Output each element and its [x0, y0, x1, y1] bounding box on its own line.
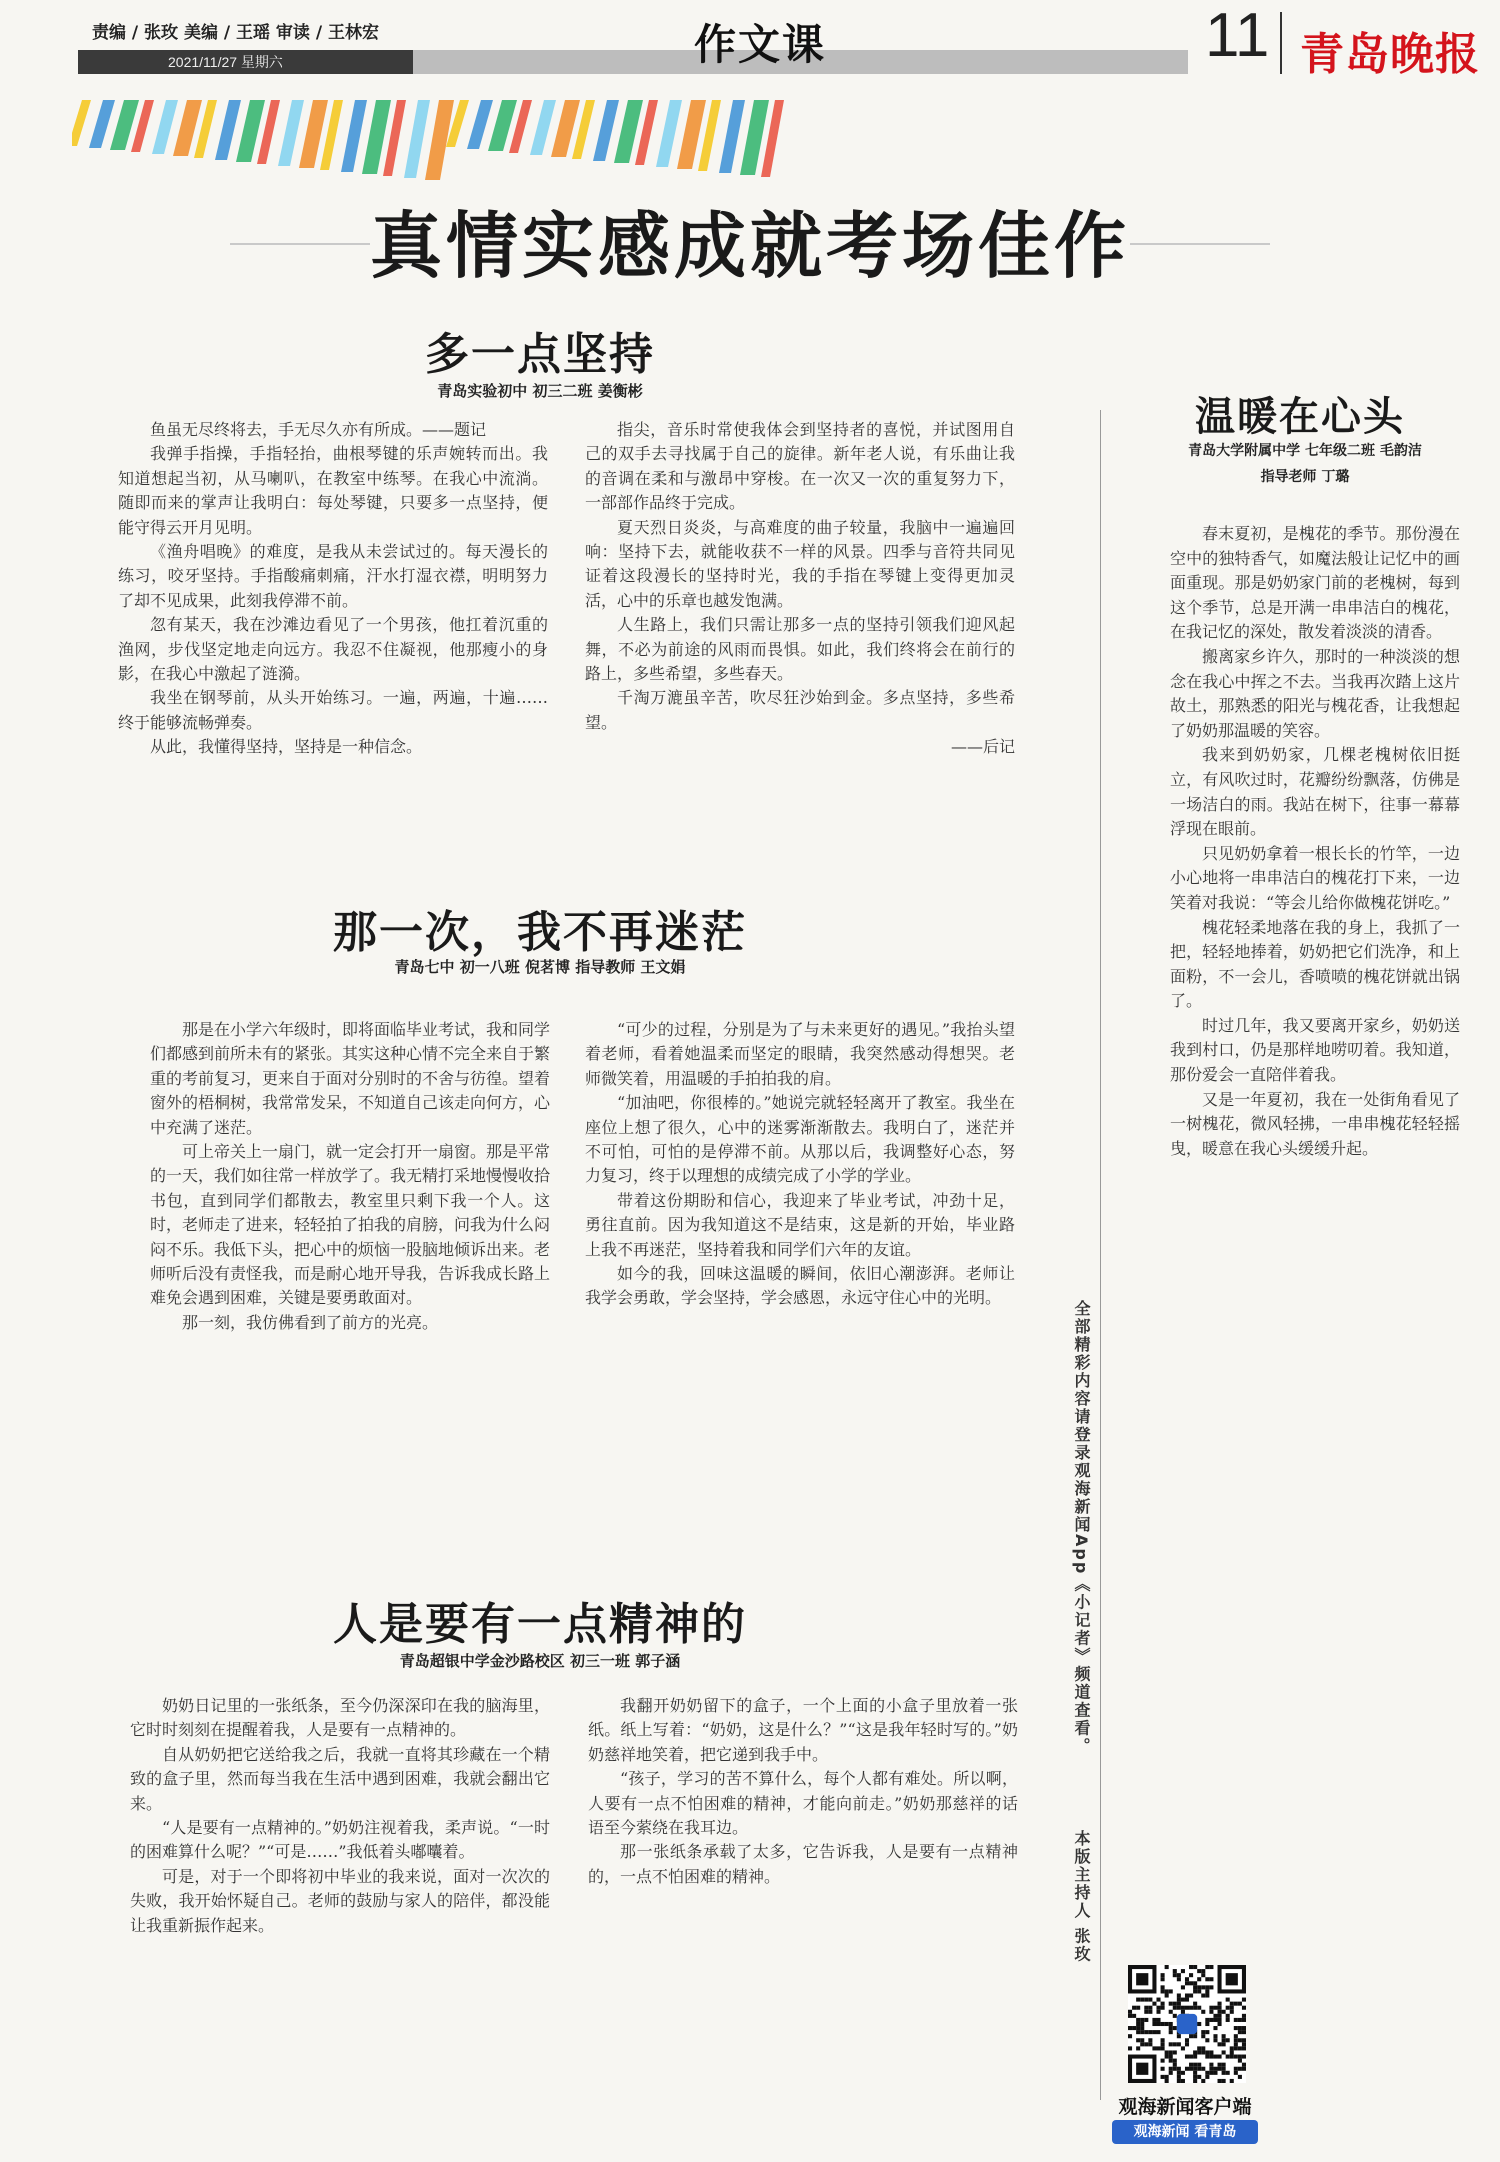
stripe — [656, 100, 682, 167]
stripe — [278, 100, 304, 166]
side-article-title: 温暖在心头 — [1195, 394, 1405, 440]
stripe — [719, 100, 745, 173]
decorative-stripes — [72, 96, 792, 186]
article-byline: 青岛七中 初一八班 倪茗博 指导教师 王文娟 — [394, 958, 686, 976]
article-title: 那一次，我不再迷茫 — [333, 907, 747, 958]
paragraph: “人是要有一点精神的。”奶奶注视着我，柔声说。“一时的困难算什么呢？”“可是……”我低着头嘟囔着。 — [130, 1818, 550, 1862]
paragraph: ——后记 — [950, 737, 1015, 757]
paragraph: “加油吧，你很棒的。”她说完就轻轻离开了教室。我坐在座位上想了很久，心中的迷雾渐渐散去。我明白了，迷茫并不可怕，可怕的是停滞不前。从那以后，我调整好心态，努力复习，终于以理想的成绩完成了小学的学业。 — [585, 1093, 1015, 1186]
stripe — [593, 100, 619, 161]
main-headline: 真情实感成就考场佳作 — [369, 204, 1130, 288]
masthead-divider — [1280, 12, 1282, 74]
article-title: 人是要有一点精神的 — [333, 1599, 747, 1650]
date-bar: 2021/11/27 星期六 — [78, 50, 413, 74]
paragraph: 可上帝关上一扇门，就一定会打开一扇窗。那是平常的一天，我们如往常一样放学了。我无精打采地慢慢收拾书包，直到同学们都散去，教室里只剩下我一个人。这时，老师走了进来，轻轻拍了拍我的肩膀，问我为什么闷闷不乐。我低下头，把心中的烦恼一股脑地倾诉出来。老师听后没有责怪我，而是耐心地开导我，告诉我成长路上难免会遇到困难，关键是要勇敢面对。 — [150, 1142, 550, 1308]
stripe — [530, 100, 556, 155]
stripe — [467, 100, 493, 149]
stripe — [89, 100, 115, 148]
paragraph: 我弹手指操，手指轻抬，曲根琴键的乐声婉转而出。我知道想起当初，从马喇叭，在教室中练琴。在我心中流淌。随即而来的掌声让我明白：每处琴键，只要多一点坚持，便能守得云开月见明。 — [118, 444, 548, 537]
paragraph: 时过几年，我又要离开家乡，奶奶送我到村口，仍是那样地唠叨着。我知道，那份爱会一直陪伴着我。 — [1170, 1015, 1460, 1085]
page-number: 11 — [1205, 1, 1270, 70]
article-column — [130, 1694, 550, 2146]
stripe — [72, 100, 91, 146]
side-article-body — [1170, 522, 1460, 1902]
qr-code[interactable] — [1128, 1965, 1246, 2083]
article-column — [585, 418, 1015, 848]
paragraph: 《渔舟唱晚》的难度，是我从未尝试过的。每天漫长的练习，咬牙坚持。手指酸痛刺痛，汗水打湿衣襟，明明努力了却不见成果，此刻我停滞不前。 — [118, 542, 548, 610]
paragraph: 自从奶奶把它送给我之后，我就一直将其珍藏在一个精致的盒子里，然而每当我在生活中遇到困难，我就会翻出它来。 — [130, 1744, 550, 1813]
paragraph: 搬离家乡许久，那时的一种淡淡的想念在我心中挥之不去。当我再次踏上这片故土，那熟悉的阳光与槐花香，让我想起了奶奶那温暖的笑容。 — [1170, 646, 1460, 740]
article-column — [118, 418, 548, 848]
paragraph: 夏天烈日炎炎，与高难度的曲子较量，我脑中一遍遍回响：坚持下去，就能收获不一样的风景。四季与音符共同见证着这段漫长的坚持时光，我的手指在琴键上变得更加灵活，心中的乐章也越发饱满。 — [585, 517, 1015, 610]
paragraph: 我来到奶奶家，几棵老槐树依旧挺立，有风吹过时，花瓣纷纷飘落，仿佛是一场洁白的雨。我站在树下，往事一幕幕浮现在眼前。 — [1170, 745, 1460, 839]
article-column — [150, 1018, 550, 1538]
paragraph: 指尖，音乐时常使我体会到坚持者的喜悦，并试图用自己的双手去寻找属于自己的旋律。新年老人说，有乐曲让我的音调在柔和与激昂中穿梭。在一次又一次的重复努力下，一部部作品终于完成。 — [585, 420, 1015, 513]
paragraph: 槐花轻柔地落在我的身上，我抓了一把，轻轻地捧着，奶奶把它们洗净，和上面粉，不一会儿，香喷喷的槐花饼就出锅了。 — [1170, 917, 1460, 1011]
page-credits: 责编 / 张玫 美编 / 王瑶 审读 / 王林宏 — [92, 23, 379, 43]
paragraph: 带着这份期盼和信心，我迎来了毕业考试，冲劲十足，勇往直前。因为我知道这不是结束，这是新的开始，毕业路上我不再迷茫，坚持着我和同学们六年的友谊。 — [585, 1190, 1015, 1259]
paragraph: 如今的我，回味这温暖的瞬间，依旧心潮澎湃。老师让我学会勇敢，学会坚持，学会感恩，永远守住心中的光明。 — [585, 1264, 1015, 1308]
article-byline: 青岛实验初中 初三二班 姜衡彬 — [437, 382, 643, 400]
paragraph: 千淘万漉虽辛苦，吹尽狂沙始到金。多点坚持，多些希望。 — [585, 688, 1015, 732]
section-title: 作文课 — [693, 20, 826, 69]
paragraph: “孩子，学习的苦不算什么，每个人都有难处。所以啊，人要有一点不怕困难的精神，才能向前走。”奶奶那慈祥的话语至今萦绕在我耳边。 — [588, 1769, 1018, 1838]
paragraph: 从此，我懂得坚持，坚持是一种信念。 — [150, 737, 423, 757]
stripe — [215, 100, 241, 160]
article-column — [588, 1694, 1018, 2146]
paragraph: 又是一年夏初，我在一处街角看见了一树槐花，微风轻拂，一串串槐花轻轻摇曳，暖意在我心头缓缓升起。 — [1170, 1089, 1460, 1158]
app-notice: 全部精彩内容请登录观海新闻App《小记者》频道查看。 — [1072, 1300, 1091, 1756]
stripe — [341, 100, 367, 172]
paragraph: 忽有某天，我在沙滩边看见了一个男孩，他扛着沉重的渔网，步伐坚定地走向远方。我忍不住凝视，他那瘦小的身影，在我心中激起了涟漪。 — [118, 615, 548, 684]
paragraph: 奶奶日记里的一张纸条，至今仍深深印在我的脑海里，它时时刻刻在提醒着我，人是要有一点精神的。 — [130, 1696, 550, 1740]
paragraph: 鱼虽无尽终将去，手无尽久亦有所成。——题记 — [150, 420, 487, 439]
stripes-group — [72, 100, 784, 180]
paragraph: 只见奶奶拿着一根长长的竹竿，一边小心地将一串串洁白的槐花打下来，一边笑着对我说：“等会儿给你做槐花饼吃。” — [1170, 843, 1460, 912]
paragraph: 那一刻，我仿佛看到了前方的光亮。 — [182, 1312, 439, 1332]
newspaper-logo: 青岛晚报 — [1300, 29, 1480, 80]
paragraph: 可是，对于一个即将初中毕业的我来说，面对一次次的失败，我开始怀疑自己。老师的鼓励与家人的陪伴，都没能让我重新振作起来。 — [130, 1866, 550, 1935]
stripe — [152, 100, 178, 154]
paragraph: 那是在小学六年级时，即将面临毕业考试，我和同学们都感到前所未有的紧张。其实这种心情不完全来自于繁重的考前复习，更来自于面对分别时的不舍与彷徨。望着窗外的梧桐树，我常常发呆，不知道自己该走向何方，心中充满了迷茫。 — [150, 1020, 550, 1137]
side-article-byline: 青岛大学附属中学 七年级二班 毛韵洁 — [1188, 443, 1422, 459]
side-article-teacher: 指导老师 丁璐 — [1260, 469, 1350, 485]
column-divider — [1100, 410, 1101, 2100]
article-title: 多一点坚持 — [425, 329, 655, 380]
paragraph: “可少的过程，分别是为了与未来更好的遇见。”我抬头望着老师，看着她温柔而坚定的眼睛，我突然感动得想哭。老师微笑着，用温暖的手拍拍我的肩。 — [585, 1020, 1015, 1088]
paragraph: 那一张纸条承载了太多，它告诉我，人是要有一点精神的，一点不怕困难的精神。 — [588, 1842, 1018, 1886]
paragraph: 我翻开奶奶留下的盒子，一个上面的小盒子里放着一张纸。纸上写着：“奶奶，这是什么？”“这是我年轻时写的。”奶奶慈祥地笑着，把它递到我手中。 — [588, 1696, 1018, 1764]
stripe — [404, 100, 430, 178]
article-column — [585, 1018, 1015, 1538]
headline-rule-right — [1130, 243, 1270, 245]
paragraph: 人生路上，我们只需让那多一点的坚持引领我们迎风起舞，不必为前途的风雨而畏惧。如此，我们终将会在前行的路上，多些希望，多些春天。 — [585, 615, 1015, 684]
editor-note: 本版主持人 张玫 — [1072, 1830, 1091, 1964]
app-name: 观海新闻客户端 — [1118, 2096, 1252, 2118]
paragraph: 春末夏初，是槐花的季节。那份漫在空中的独特香气，如魔法般让记忆中的画面重现。那是奶奶家门前的老槐树，每到这个季节，总是开满一串串洁白的槐花，在我记忆的深处，散发着淡淡的清香。 — [1170, 524, 1460, 642]
paragraph: 我坐在钢琴前，从头开始练习。一遍，两遍，十遍……终于能够流畅弹奏。 — [118, 688, 548, 732]
app-button[interactable]: 观海新闻 看青岛 — [1112, 2120, 1258, 2144]
article-byline: 青岛超银中学金沙路校区 初三一班 郭子涵 — [399, 1652, 681, 1670]
